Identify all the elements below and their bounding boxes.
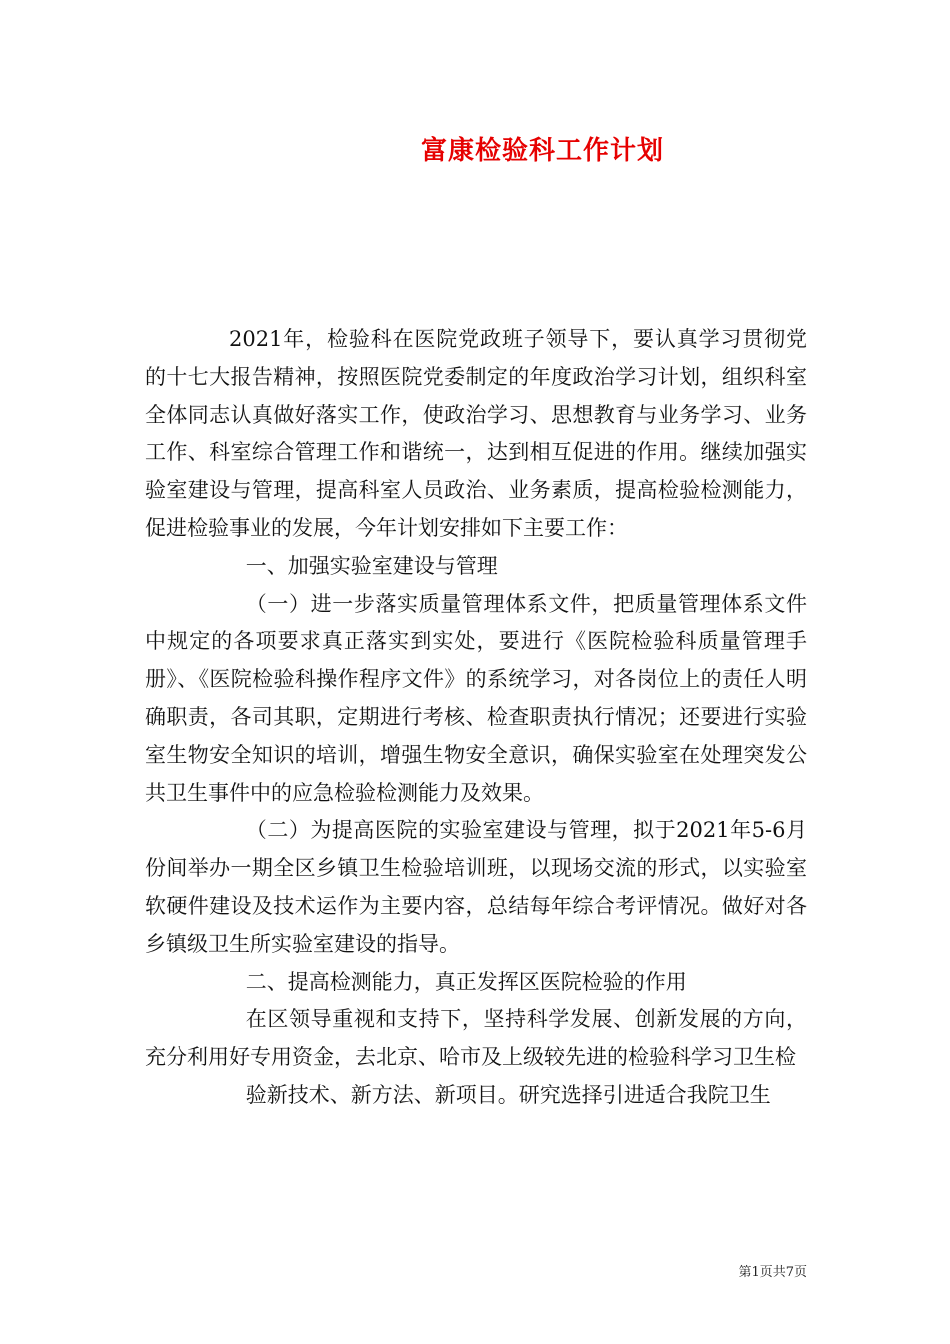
paragraph-continued: 验新技术、新方法、新项目。研究选择引进适合我院卫生 — [245, 1082, 771, 1107]
page-title: 富康检验科工作计划 — [420, 136, 664, 166]
paragraph-sub-1: （一）进一步落实质量管理体系文件，把质量管理体系文件中规定的各项要求真正落实到实处，要进行《医院检验科质量管理手册》、《医院检验科操作程序文件》的系统学习，对各岗位上的责任人明确职责，各司其职，定期进行考核、检查职责执行情况；还要进行实验室生物安全知识的培训，增强生物安全意识，确保实验室在处理突发公共卫生事件中的应急检验检测能力及效果。 — [145, 591, 807, 805]
document-body — [145, 321, 807, 1115]
section-heading-2: 二、提高检测能力，真正发挥区医院检验的作用 — [245, 969, 687, 994]
paragraph-intro: 2021年，检验科在医院党政班子领导下，要认真学习贯彻党的十七大报告精神，按照医院党委制定的年度政治学习计划，组织科室全体同志认真做好落实工作，使政治学习、思想教育与业务学习、业务工作、科室综合管理工作和谐统一，达到相互促进的作用。继续加强实验室建设与管理，提高科室人员政治、业务素质，提高检验检测能力，促进检验事业的发展，今年计划安排如下主要工作： — [145, 327, 807, 540]
paragraph-section-2: 在区领导重视和支持下，坚持科学发展、创新发展的方向，充分利用好专用资金，去北京、哈市及上级较先进的检验科学习卫生检 — [145, 1007, 807, 1070]
paragraph-sub-2: （二）为提高医院的实验室建设与管理，拟于2021年5-6月份间举办一期全区乡镇卫生检验培训班，以现场交流的形式，以实验室软硬件建设及技术运作为主要内容，总结每年综合考评情况。做好对各乡镇级卫生所实验室建设的指导。 — [145, 818, 807, 956]
section-heading-1: 一、加强实验室建设与管理 — [245, 553, 498, 578]
page-number: 第1页共7页 — [738, 1265, 807, 1280]
